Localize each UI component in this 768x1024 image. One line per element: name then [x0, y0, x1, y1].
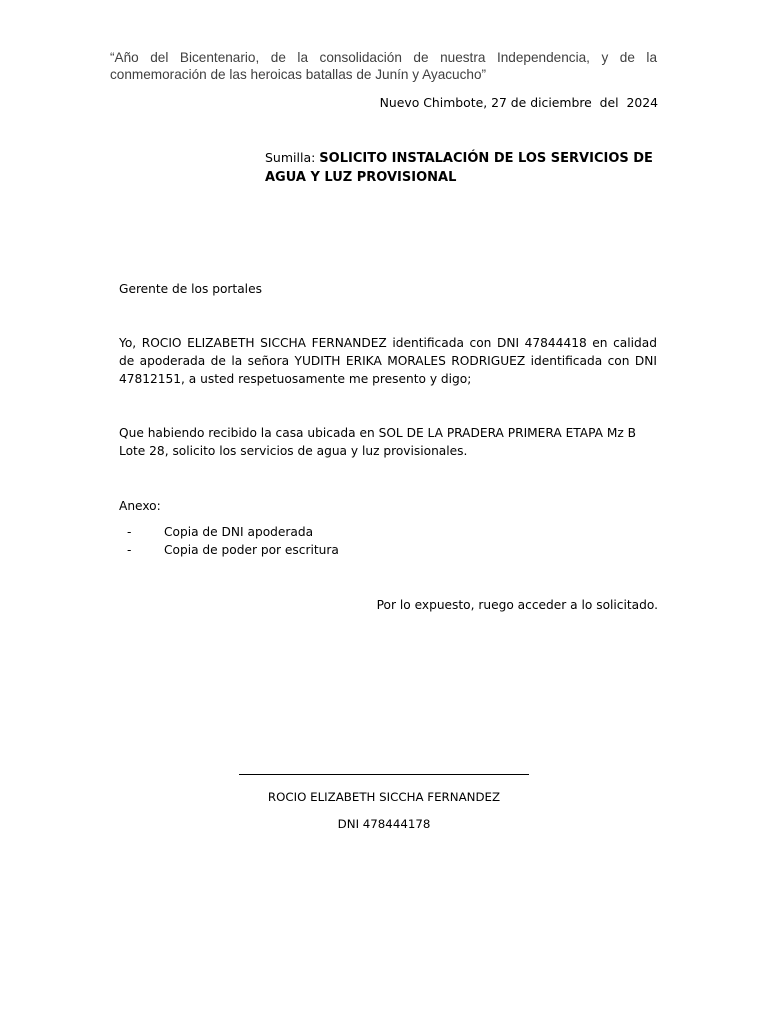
addressee: Gerente de los portales: [119, 282, 262, 296]
bullet-dash: -: [127, 543, 132, 557]
signatory-name: ROCIO ELIZABETH SICCHA FERNANDEZ: [267, 790, 501, 804]
annex-item-label: Copia de DNI apoderada: [164, 525, 314, 539]
signature-line: [239, 774, 529, 775]
sumilla-label: Sumilla:: [265, 150, 320, 165]
paragraph-introduction: Yo, ROCIO ELIZABETH SICCHA FERNANDEZ identificada con DNI 47844418 en calidad de apoderada de la señora YUDITH ERIKA MORALES RODRIGUEZ identificada con DNI 47812151, a usted respetuosamente me presento y digo;: [119, 336, 657, 386]
annex-item: [119, 523, 657, 541]
place-date: Nuevo Chimbote, 27 de diciembre del 2024: [379, 95, 658, 110]
closing-statement: Por lo expuesto, ruego acceder a lo solicitado.: [376, 598, 658, 612]
bullet-dash: -: [127, 525, 132, 539]
sumilla-text: SOLICITO INSTALACIÓN DE LOS SERVICIOS DE AGUA Y LUZ PROVISIONAL: [265, 151, 653, 185]
header-motto: “Año del Bicentenario, de la consolidación de nuestra Independencia, y de la conmemoración de las heroicas batallas de Junín y Ayacucho”: [110, 50, 657, 82]
signatory-dni: DNI 478444178: [337, 817, 431, 831]
annex-item-label: Copia de poder por escritura: [164, 543, 339, 557]
annex-item: [119, 541, 657, 559]
annex-title: Anexo:: [119, 499, 161, 513]
paragraph-request: Que habiendo recibido la casa ubicada en SOL DE LA PRADERA PRIMERA ETAPA Mz B Lote 28, solicito los servicios de agua y luz provisionales.: [119, 426, 637, 458]
annex-list: [119, 523, 657, 559]
sumilla: [265, 148, 665, 187]
